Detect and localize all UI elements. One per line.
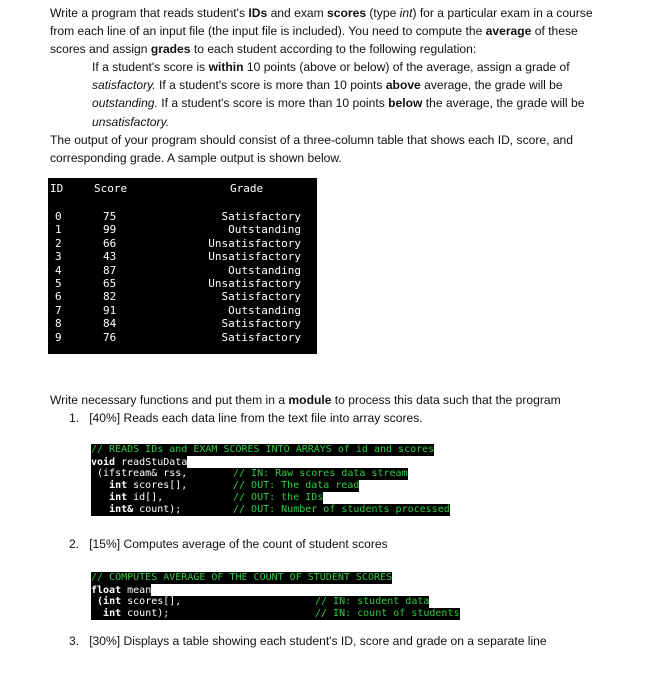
module-text: to process this data such that the program: [331, 393, 561, 407]
intro-text: (type: [366, 6, 400, 20]
text-cursor: [151, 584, 152, 596]
code-keyword: int&: [109, 504, 134, 515]
code-function-name: mean: [121, 585, 152, 596]
list-text: [30%] Displays a table showing each student's ID, score and grade on a separate line: [89, 634, 547, 648]
intro-bold-ids: IDs: [248, 6, 268, 20]
code-keyword: void: [91, 457, 116, 468]
list-text: [15%] Computes average of the count of student scores: [89, 537, 388, 551]
intro-italic-int: int: [399, 6, 413, 20]
output-score-cell: 82: [103, 290, 117, 304]
output-id-cell: 4: [55, 263, 62, 277]
output-score-cell: 43: [103, 250, 117, 264]
output-id-cell: 5: [55, 277, 62, 291]
code-keyword: float: [91, 585, 122, 596]
rule-text: If a student's score is more than 10 points: [155, 78, 386, 93]
code-comment: // READS IDs and EXAM SCORES INTO ARRAYS of id and scores: [91, 444, 435, 455]
rule-italic-unsatisfactory: unsatisfactory.: [92, 114, 170, 129]
list-item: [69, 409, 609, 427]
code-keyword: int: [109, 492, 128, 503]
rule-text: If a student's score is more than 10 points: [157, 96, 389, 111]
output-score-cell: 66: [103, 236, 117, 250]
output-score-cell: 91: [103, 303, 117, 317]
header-id: ID: [50, 182, 64, 195]
code-keyword: int: [109, 480, 128, 491]
output-score-cell: 75: [103, 210, 117, 223]
output-id-cell: 7: [55, 303, 62, 317]
output-id-cell: 6: [55, 290, 62, 304]
rule-text: If a student's score is: [92, 60, 209, 74]
list-number: 1.: [69, 411, 80, 425]
code-comment: // OUT: Number of students processed: [233, 504, 450, 515]
intro-text: of these scores and assign: [50, 24, 578, 57]
intro-text: to each student according to the following regulation:: [190, 42, 477, 57]
text-cursor: [187, 456, 188, 468]
header-grade: Grade: [230, 182, 264, 195]
output-grade-cell: Outstanding: [228, 223, 301, 237]
output-grade-cell: Unsatisfactory: [208, 277, 301, 291]
intro-text: ) for a particular exam in a course from each line of an input file (the input file is included). You need to compute the: [50, 6, 593, 39]
output-id-cell: 8: [55, 317, 62, 331]
output-grade-cell: Satisfactory: [221, 290, 301, 304]
code-comment: // IN: count of students: [315, 608, 460, 619]
module-bold: module: [288, 393, 332, 407]
rule-italic-satisfactory: satisfactory.: [92, 78, 156, 93]
intro-paragraph: [50, 4, 610, 59]
rule-text: 10 points (above or below) of the average, assign a grade of: [243, 60, 570, 74]
output-id-cell: 3: [55, 250, 62, 264]
rule-italic-outstanding: outstanding.: [92, 96, 158, 111]
output-grade-cell: Satisfactory: [221, 210, 301, 223]
intro-bold-scores: scores: [327, 6, 367, 20]
code-param: id[],: [127, 492, 164, 503]
rule-bold-within: within: [208, 60, 244, 74]
code-function-name: readStuData: [115, 457, 188, 468]
header-score: Score: [94, 182, 128, 195]
output-description: The output of your program should consist of a three-column table that shows each ID, score, and corresponding grade. A sample output is shown below.: [50, 133, 574, 166]
code-keyword: int: [103, 608, 122, 619]
output-score-cell: 84: [103, 317, 117, 331]
rule-text: the average, the grade will be: [422, 96, 585, 111]
output-grade-cell: Satisfactory: [221, 330, 301, 344]
grading-rule-paragraph: [92, 58, 610, 131]
intro-text: Write a program that reads student's: [50, 6, 249, 20]
code-comment: // OUT: the IDs: [233, 492, 324, 503]
score-column: [103, 210, 116, 344]
code-param: (ifstream& rss,: [91, 468, 233, 480]
intro-bold-grades: grades: [150, 42, 191, 57]
output-grade-cell: Satisfactory: [221, 317, 301, 331]
output-grade-cell: Unsatisfactory: [208, 250, 301, 264]
output-id-cell: 2: [55, 236, 62, 250]
intro-bold-average: average: [485, 24, 532, 39]
output-id-cell: 1: [55, 223, 62, 237]
code-param: count);: [133, 504, 182, 515]
code-comment: // OUT: The data read: [233, 480, 360, 491]
code-comment: // IN: student data: [315, 596, 430, 607]
code-param: count);: [121, 608, 170, 619]
rule-bold-below: below: [388, 96, 423, 111]
intro-text: and exam: [267, 6, 328, 20]
module-text: Write necessary functions and put them in a: [50, 393, 289, 407]
output-score-cell: 65: [103, 277, 117, 291]
output-grade-cell: Outstanding: [228, 263, 301, 277]
sample-output-terminal: [48, 178, 317, 354]
list-number: 3.: [69, 634, 80, 648]
output-grade-cell: Unsatisfactory: [208, 236, 301, 250]
code-comment: // COMPUTES AVERAGE OF THE COUNT OF STUDENT SCORES: [91, 572, 393, 583]
list-item: [69, 535, 609, 553]
module-paragraph: [50, 391, 610, 409]
rule-text: average, the grade will be: [420, 78, 563, 93]
output-id-cell: 0: [55, 210, 62, 223]
output-score-cell: 87: [103, 263, 117, 277]
list-item: [69, 632, 609, 650]
id-column: [55, 210, 62, 344]
output-id-cell: 9: [55, 330, 62, 344]
code-param: scores[],: [127, 480, 188, 491]
rule-bold-above: above: [385, 78, 421, 93]
output-score-cell: 99: [103, 223, 117, 237]
list-text: [40%] Reads each data line from the text file into array scores.: [89, 411, 423, 425]
list-number: 2.: [69, 537, 80, 551]
code-param: scores[],: [121, 596, 182, 607]
code-keyword: (int: [97, 596, 122, 607]
grade-column: [208, 210, 301, 344]
output-grade-cell: Outstanding: [228, 303, 301, 317]
code-comment: // IN: Raw scores data stream: [233, 468, 408, 479]
output-score-cell: 76: [103, 330, 117, 344]
